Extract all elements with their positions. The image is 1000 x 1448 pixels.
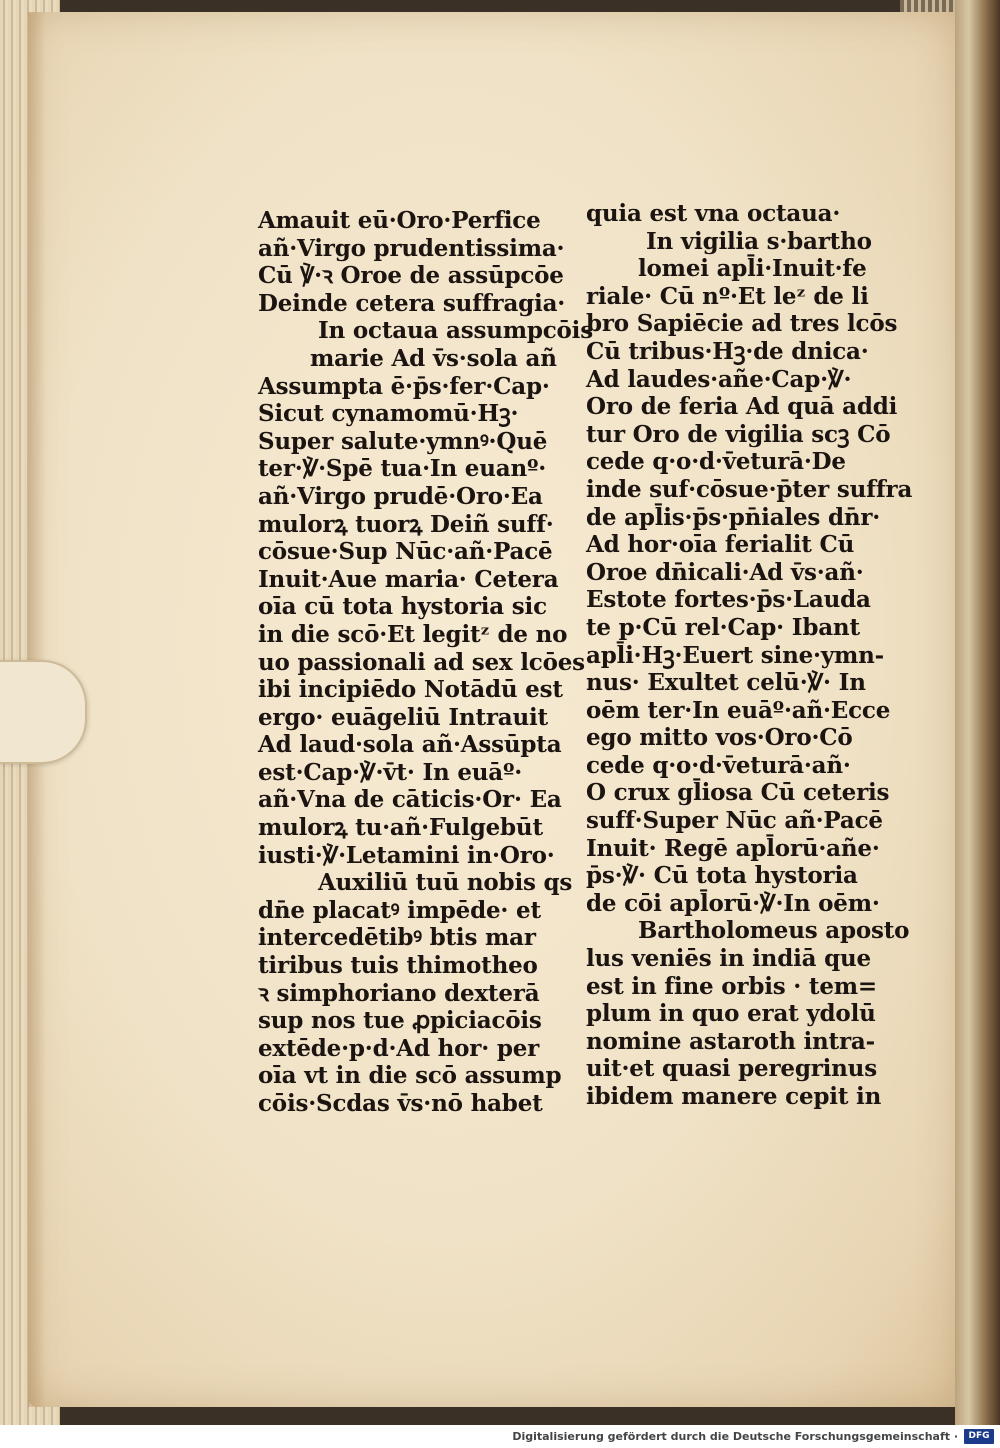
text-line: marie Ad v̄s·sola añ xyxy=(310,344,557,372)
digitization-footer xyxy=(0,1425,1000,1448)
text-line: Deinde cetera suffragia· xyxy=(258,289,566,317)
text-line: Bartholomeus aposto xyxy=(638,917,910,945)
text-line: sup nos tue ꝓpiciacōis xyxy=(258,1007,542,1035)
text-line: Oroe dn̄icali·Ad v̄s·añ· xyxy=(586,558,864,586)
text-line: cede q·o·d·v̄eturā·De xyxy=(586,448,846,476)
text-line: mulorꝝ tuorꝝ Deiñ suff· xyxy=(258,510,554,538)
text-line: añ·Virgo prudentissima· xyxy=(258,234,565,262)
text-line: oīa vt in die scō assump xyxy=(258,1062,562,1090)
text-line: Estote fortes·p̄s·Lauda xyxy=(586,586,871,614)
text-line: riale· Cū nº·Et leᶻ de li xyxy=(586,282,869,310)
text-line: Inuit·Aue maria· Cetera xyxy=(258,565,559,593)
text-line: mulorꝝ tu·añ·Fulgebūt xyxy=(258,814,543,842)
text-line: ibidem manere cepit in xyxy=(586,1083,882,1110)
text-line: plum in quo erat ydolū xyxy=(586,1000,876,1028)
text-line: oēm ter·In euāº·añ·Ecce xyxy=(586,696,891,724)
text-line: ego mitto vos·Oro·Cō xyxy=(586,724,853,752)
text-line: In octaua assumpcōis xyxy=(318,317,593,345)
bookmark-tab xyxy=(0,660,87,764)
text-line: est in fine orbis · tem= xyxy=(586,972,877,1000)
text-line: ter·℣·Spē tua·In euanº· xyxy=(258,455,547,483)
text-line: nus· Exultet celū·℣· In xyxy=(586,669,866,697)
text-line: te p·Cū rel·Cap· Ibant xyxy=(586,613,860,641)
text-line: tur Oro de vigilia scꝫ Cō xyxy=(586,420,891,448)
text-line: oīa cū tota hystoria sic xyxy=(258,593,547,621)
text-line: cōsue·Sup Nūc·añ·Pacē xyxy=(258,538,553,566)
text-line: Inuit· Regē apl̄orū·añe· xyxy=(586,834,880,862)
text-line: extēde·p·d·Ad hor· per xyxy=(258,1034,540,1062)
text-line: quia est vna octaua· xyxy=(586,200,841,227)
text-line: ꝛ simphoriano dexterā xyxy=(258,979,540,1007)
text-line: lus veniēs in indiā que xyxy=(586,945,871,973)
text-line: inde suf·cōsue·p̄ter suffra xyxy=(586,475,913,503)
book-gutter xyxy=(955,0,1000,1425)
text-line: ergo· euāgeliū Intrauit xyxy=(258,703,548,731)
text-line: de cōi apl̄orū·℣·In oēm· xyxy=(586,889,880,917)
text-line: añ·Virgo prudē·Oro·Ea xyxy=(258,482,543,510)
text-line: Cū tribus·Hꝫ·de dnica· xyxy=(586,337,869,365)
text-line: de apl̄is·p̄s·pn̄iales dn̄r· xyxy=(586,503,881,531)
text-line: O crux gl̄iosa Cū ceteris xyxy=(586,779,890,807)
text-column-right xyxy=(586,200,913,1111)
text-column-left xyxy=(258,207,593,1118)
funding-credit: Digitalisierung gefördert durch die Deutsche Forschungsgemeinschaft · xyxy=(512,1430,958,1443)
dfg-logo-icon: DFG xyxy=(964,1429,994,1444)
text-line: Oro de feria Ad quā addi xyxy=(586,393,898,421)
text-line: nomine astaroth intra- xyxy=(586,1027,875,1055)
text-line: uit·et quasi peregrinus xyxy=(586,1055,877,1083)
text-line: Assumpta ē·p̄s·fer·Cap· xyxy=(258,372,550,400)
text-line: Ad laud·sola añ·Assūpta xyxy=(258,731,562,759)
text-line: lomei apl̄i·Inuit·fe xyxy=(638,255,867,283)
text-line: tiribus tuis thimotheo xyxy=(258,952,538,980)
text-line: dn̄e placatꝰ impēde· et xyxy=(258,896,541,924)
text-line: Cū ℣·ꝛ Oroe de assūpcōe xyxy=(258,262,564,290)
text-line: cōis·Scdas v̄s·nō habet xyxy=(258,1090,543,1117)
text-line: In vigilia s·bartho xyxy=(646,227,872,255)
text-line: Auxiliū tuū nobis qs xyxy=(318,869,573,897)
text-line: Super salute·ymnꝰ·Quē xyxy=(258,427,548,455)
text-line: Sicut cynamomū·Hꝫ· xyxy=(258,400,519,428)
text-line: ibi incipiēdo Notādū est xyxy=(258,676,563,704)
text-line: Ad laudes·añe·Cap·℣· xyxy=(586,365,852,393)
text-line: bro Sapiēcie ad tres lcōs xyxy=(586,310,898,338)
text-line: añ·Vna de cāticis·Or· Ea xyxy=(258,786,562,814)
text-line: cede q·o·d·v̄eturā·añ· xyxy=(586,751,851,779)
text-line: suff·Super Nūc añ·Pacē xyxy=(586,807,883,835)
text-line: p̄s·℣· Cū tota hystoria xyxy=(586,862,858,890)
text-line: iusti·℣·Letamini in·Oro· xyxy=(258,841,555,869)
text-line: apl̄i·Hꝫ·Euert sine·ymn- xyxy=(586,641,885,669)
text-line: intercedētibꝰ btis mar xyxy=(258,924,536,952)
text-line: in die scō·Et legitᶻ de no xyxy=(258,620,568,648)
text-line: Amauit eū·Oro·Perfice xyxy=(258,207,541,234)
text-line: Ad hor·oīa ferialit Cū xyxy=(586,531,855,559)
text-line: est·Cap·℣·v̄t· In euāº· xyxy=(258,758,523,786)
text-line: uo passionali ad sex lcōes xyxy=(258,648,585,676)
